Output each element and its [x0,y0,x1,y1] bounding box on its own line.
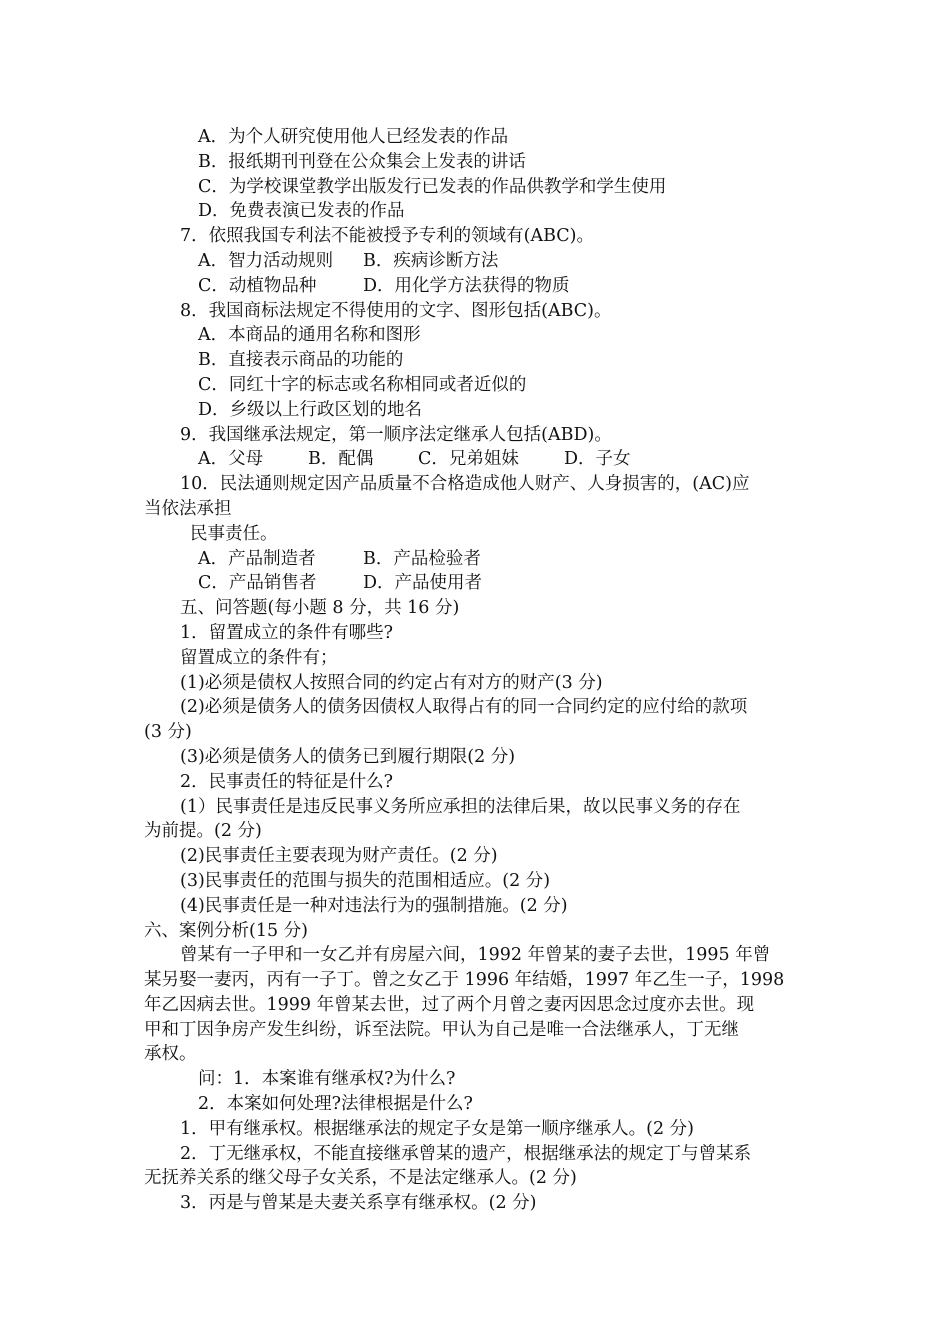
question-7: 7．依照我国专利法不能被授予专利的领域有(ABC)。 [180,226,594,247]
options-9-row [144,447,809,472]
case-text-line5: 承权。 [144,1044,197,1065]
question-10-line1: 10．民法通则规定因产品质量不合格造成他人财产、人身损害的，(AC)应 [180,474,750,495]
option-9a: A．父母 [198,449,264,470]
option-7c: C．动植物品种 [198,275,317,296]
option-8a: A．本商品的通用名称和图形 [198,325,421,346]
section-5-q1-point1: (1)必须是债权人按照合同的约定占有对方的财产(3 分) [180,672,603,693]
case-answer-1: 1．甲有继承权。根据继承法的规定子女是第一顺序继承人。(2 分) [180,1118,694,1139]
option-9b: B．配偶 [308,449,374,470]
options-10-row2 [144,571,809,596]
options-7-row2 [144,274,809,299]
section-5-q2-point4: (4)民事责任是一种对违法行为的强制措施。(2 分) [180,895,568,916]
section-5-q2-point2: (2)民事责任主要表现为财产责任。(2 分) [180,846,498,867]
option-10a: A．产品制造者 [198,548,316,569]
option-7a: A．智力活动规则 [198,250,334,271]
option-10d: D．产品使用者 [363,573,483,594]
case-question-1: 问：1．本案谁有继承权?为什么? [198,1069,456,1090]
section-5-q2-point3: (3)民事责任的范围与损失的范围相适应。(2 分) [180,870,551,891]
section-5-q1-intro: 留置成立的条件有； [180,647,338,668]
question-10-line3: 民事责任。 [190,523,278,544]
options-10-row1 [144,547,809,572]
option-7b: B．疾病诊断方法 [363,250,499,271]
section-5-q1: 1．留置成立的条件有哪些? [180,622,394,643]
case-answer-2: 2．丁无继承权，不能直接继承曾某的遗产，根据继承法的规定丁与曾某系 [180,1143,752,1164]
option-8c: C．同红十字的标志或名称相同或者近似的 [198,374,527,395]
section-5-heading: 五、问答题(每小题 8 分，共 16 分) [180,598,460,619]
option-6c: C．为学校课堂教学出版发行已发表的作品供教学和学生使用 [198,176,667,197]
question-10-line2: 当依法承担 [144,498,232,519]
case-question-2: 2．本案如何处理?法律根据是什么? [198,1094,473,1115]
question-8: 8．我国商标法规定不得使用的文字、图形包括(ABC)。 [180,300,612,321]
section-5-q1-point2: (2)必须是债务人的债务因债权人取得占有的同一合同约定的应付给的款项 [180,697,748,718]
option-10b: B．产品检验者 [363,548,481,569]
section-5-q2-point1: (1）民事责任是违反民事义务所应承担的法律后果，故以民事义务的存在 [180,796,741,817]
case-answer-2-cont: 无抚养关系的继父母子女关系，不是法定继承人。(2 分) [144,1168,577,1189]
case-text-line1: 曾某有一子甲和一女乙并有房屋六间，1992 年曾某的妻子去世，1995 年曾 [180,945,771,966]
option-6d: D．免费表演已发表的作品 [198,201,405,222]
case-text-line4: 甲和丁因争房产发生纠纷，诉至法院。甲认为自己是唯一合法继承人，丁无继 [144,1019,739,1040]
option-8b: B．直接表示商品的功能的 [198,350,404,371]
option-7d: D．用化学方法获得的物质 [363,275,570,296]
option-6b: B．报纸期刊刊登在公众集会上发表的讲话 [198,151,526,172]
section-5-q2-point1-cont: 为前提。(2 分) [144,821,262,842]
option-9c: C．兄弟姐妹 [418,449,519,470]
case-answer-3: 3．丙是与曾某是夫妻关系享有继承权。(2 分) [180,1193,537,1214]
options-7-row1 [144,249,809,274]
case-text-line3: 年乙因病去世。1999 年曾某去世，过了两个月曾之妻丙因思念过度亦去世。现 [144,994,755,1015]
option-6a: A．为个人研究使用他人已经发表的作品 [198,127,509,147]
section-5-q2: 2．民事责任的特征是什么? [180,771,394,792]
document-body [144,125,809,1216]
case-text-line2: 某另娶一妻丙，丙有一子丁。曾之女乙于 1996 年结婚，1997 年乙生一子，1998 [144,970,785,991]
option-8d: D．乡级以上行政区划的地名 [198,399,423,420]
question-9: 9．我国继承法规定，第一顺序法定继承人包括(ABD)。 [180,424,612,445]
section-6-heading: 六、案例分析(15 分) [144,920,308,941]
option-9d: D．子女 [564,449,631,470]
option-10c: C．产品销售者 [198,573,317,594]
section-5-q1-point2-cont: (3 分) [144,722,192,743]
section-5-q1-point3: (3)必须是债务人的债务已到履行期限(2 分) [180,746,516,767]
